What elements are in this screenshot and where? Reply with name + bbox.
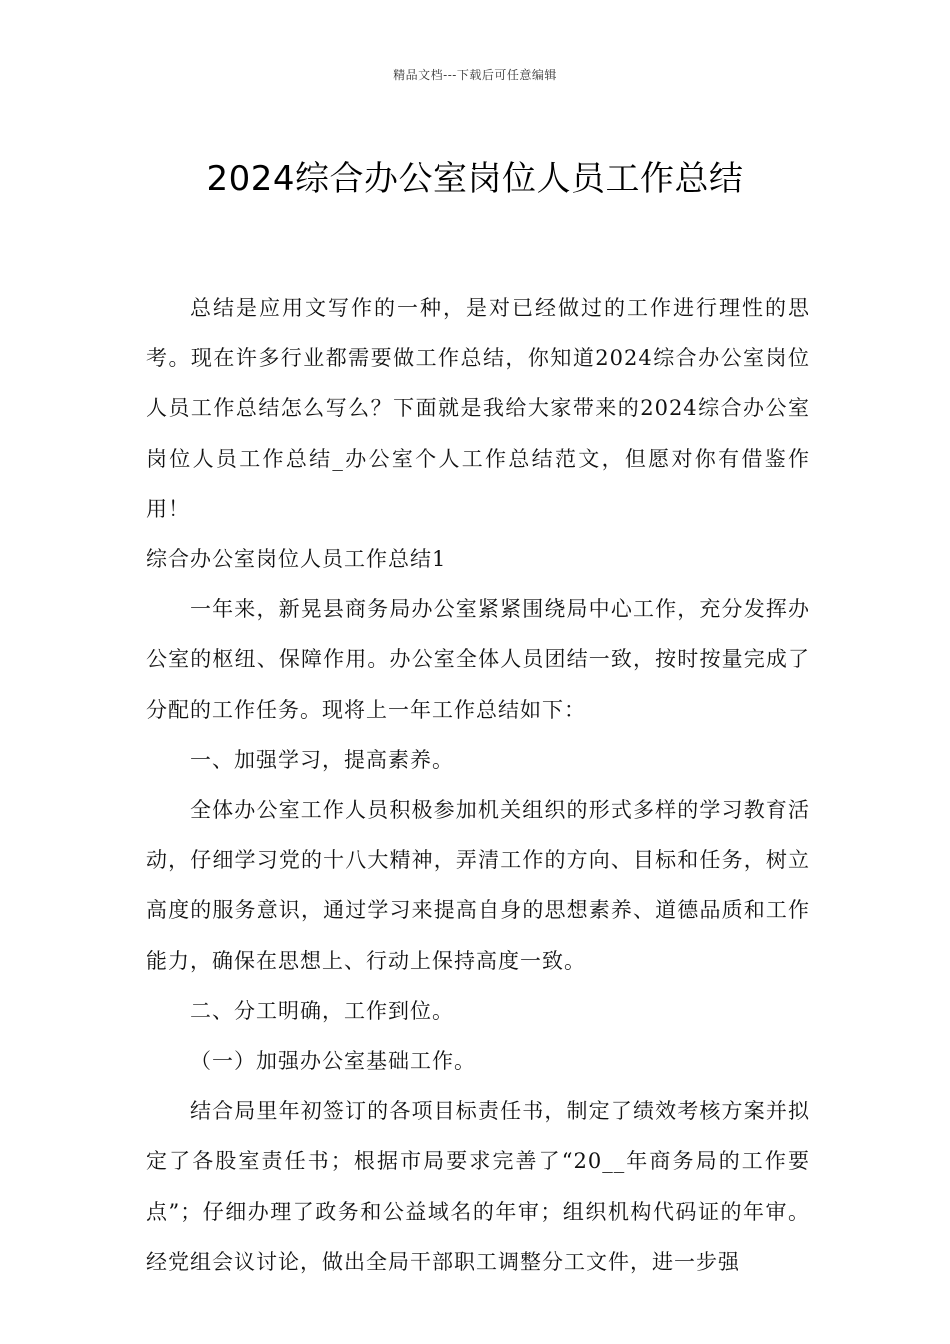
- header-note: 精品文档---下载后可任意编辑: [393, 68, 557, 82]
- overview-paragraph: 一年来，新晃县商务局办公室紧紧围绕局中心工作，充分发挥办公室的枢纽、保障作用。办公室全体人员团结一致，按时按量完成了分配的工作任务。现将上一年工作总结如下：: [146, 597, 810, 722]
- intro-paragraph: 总结是应用文写作的一种，是对已经做过的工作进行理性的思考。现在许多行业都需要做工作总结，你知道2024综合办公室岗位人员工作总结怎么写么？下面就是我给大家带来的2024综合办公室岗位人员工作总结_办公室个人工作总结范文，但愿对你有借鉴作用！: [146, 296, 810, 521]
- study-paragraph: 全体办公室工作人员积极参加机关组织的形式多样的学习教育活动，仔细学习党的十八大精神，弄清工作的方向、目标和任务，树立高度的服务意识，通过学习来提高自身的思想素养、道德品质和工作能力，确保在思想上、行动上保持高度一致。: [146, 798, 810, 973]
- basic-work-paragraph: 结合局里年初签订的各项目标责任书，制定了绩效考核方案并拟定了各股室责任书；根据市局要求完善了“20__年商务局的工作要点”；仔细办理了政务和公益域名的年审；组织机构代码证的年审。经党组会议讨论，做出全局干部职工调整分工文件，进一步强: [146, 1099, 810, 1274]
- heading-one: 一、加强学习，提高素养。: [190, 747, 454, 772]
- heading-two: 二、分工明确，工作到位。: [190, 998, 454, 1023]
- subheading-one: （一）加强办公室基础工作。: [190, 1049, 476, 1074]
- section-heading: 综合办公室岗位人员工作总结1: [146, 547, 447, 572]
- document-title: 2024综合办公室岗位人员工作总结: [206, 158, 744, 199]
- document-body: [146, 283, 810, 1287]
